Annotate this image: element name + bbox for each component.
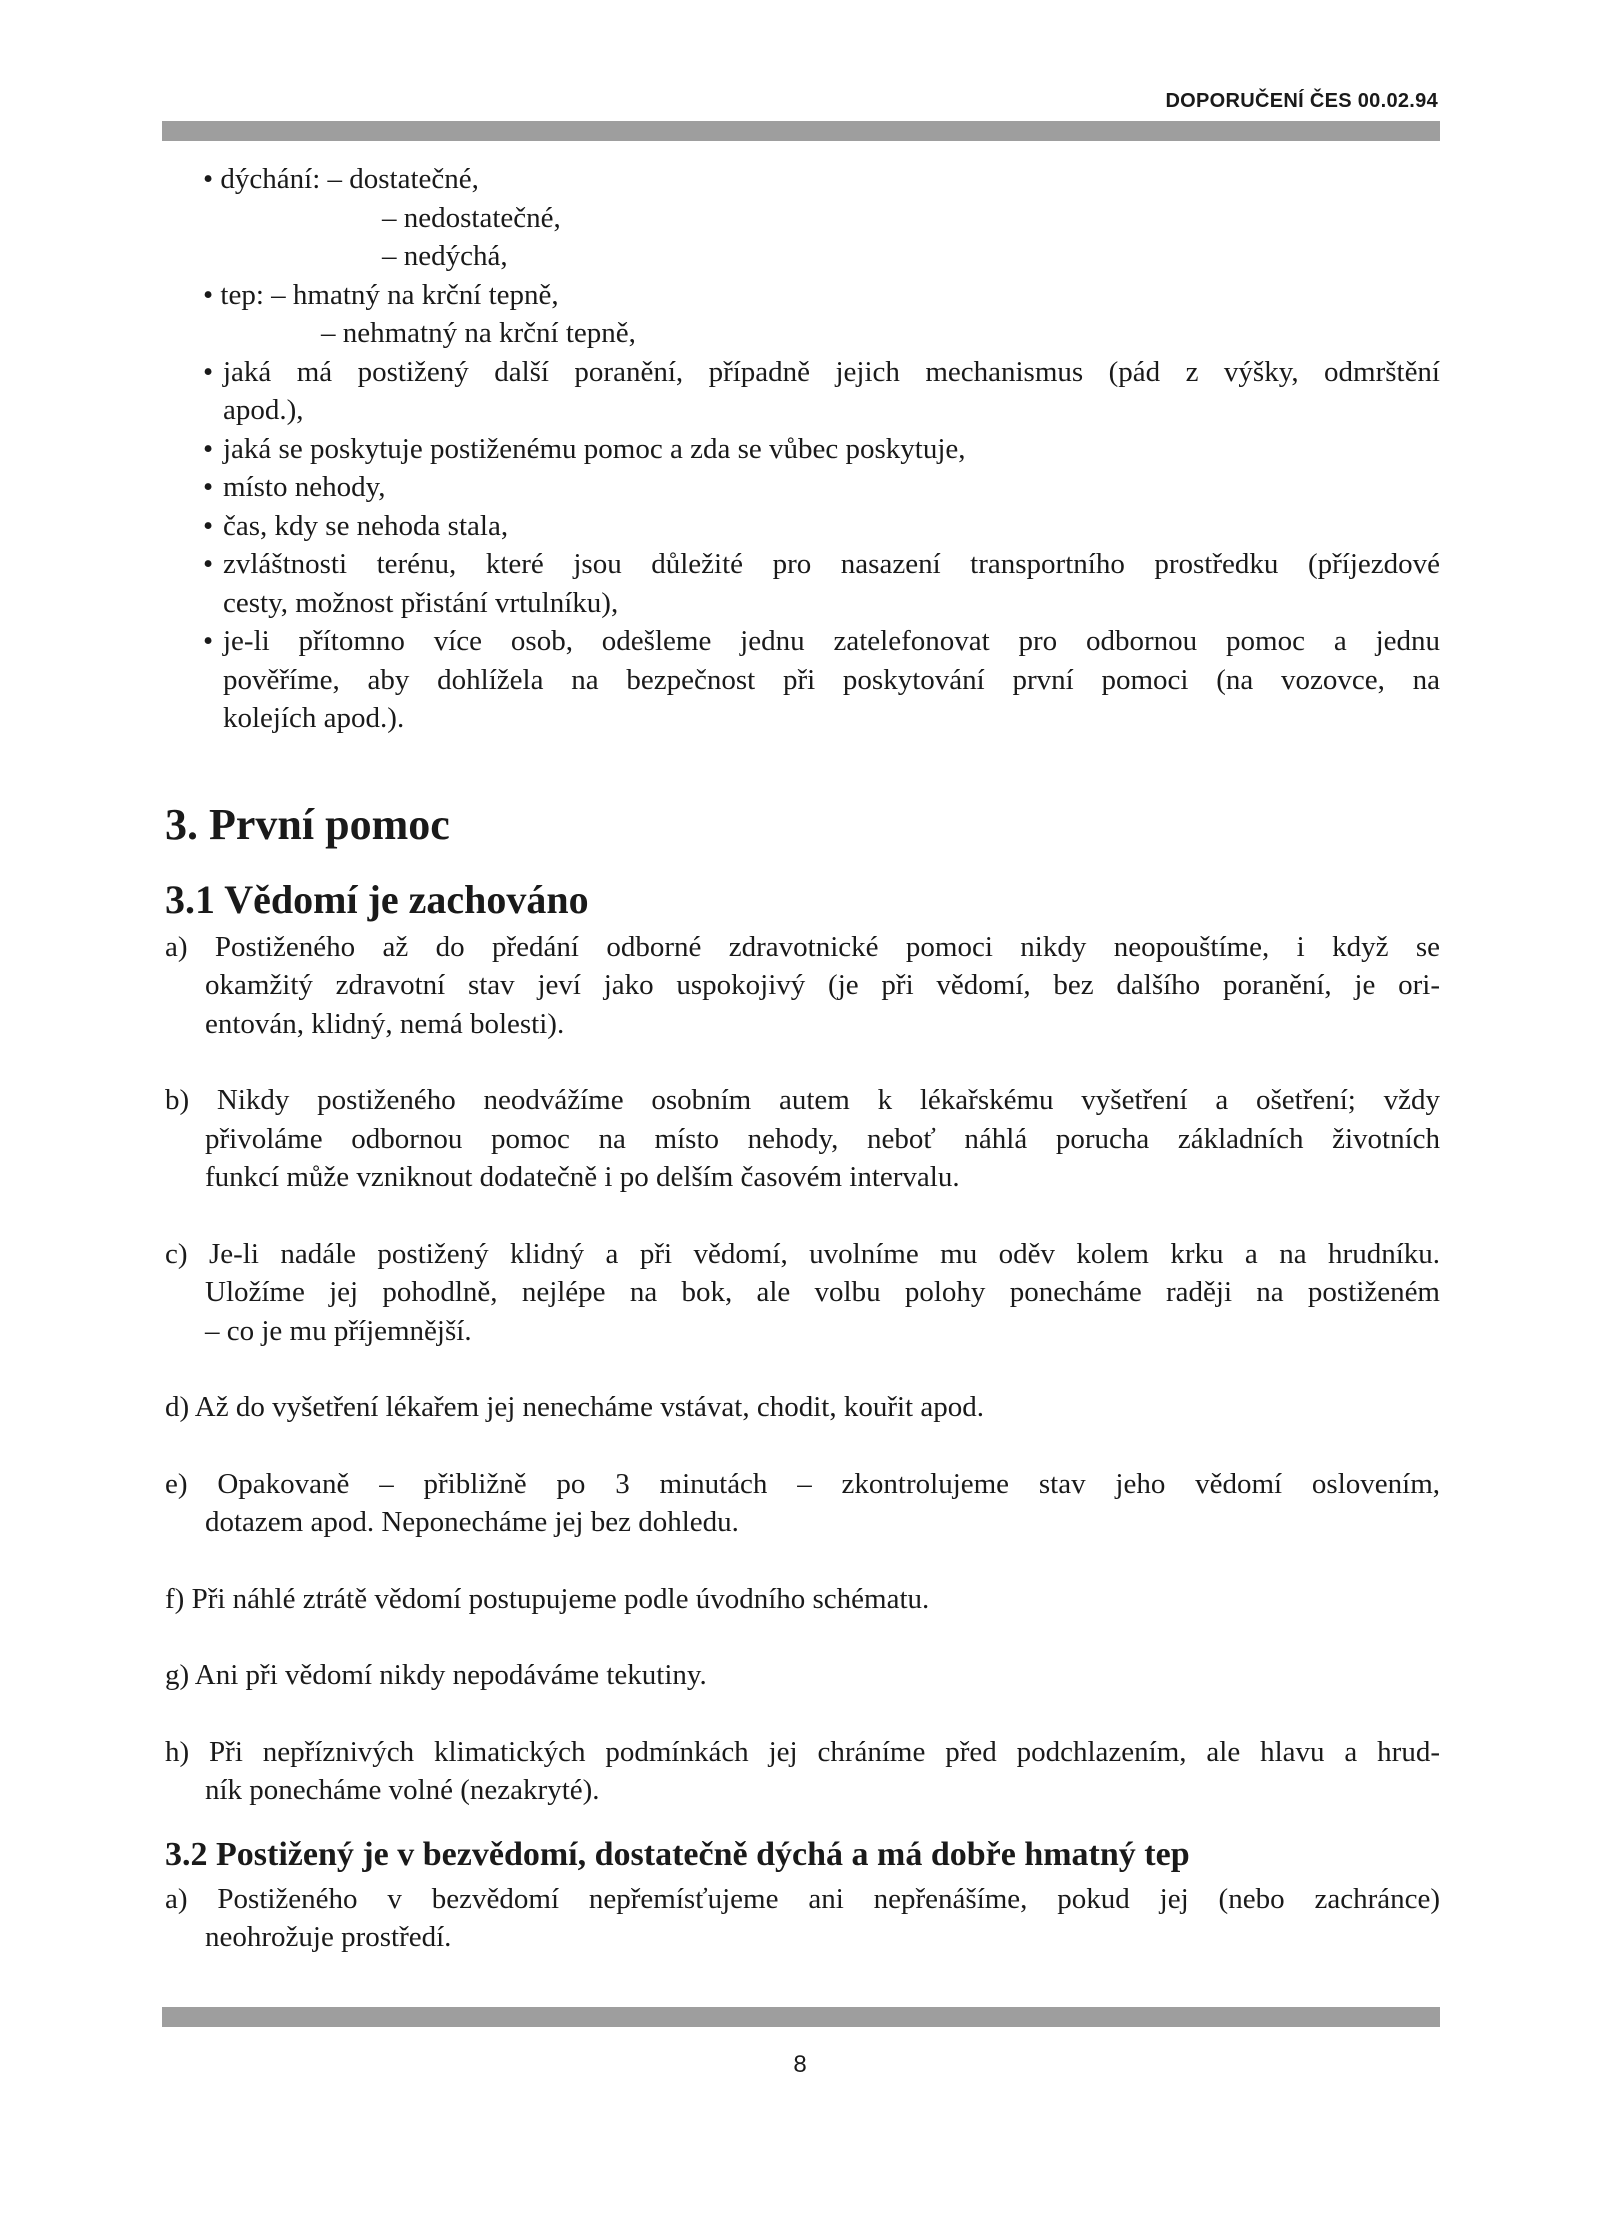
text-line: jaká se poskytuje postiženému pomoc a zda se vůbec poskytuje, (223, 432, 966, 465)
text-line: h) Při nepříznivých klimatických podmínkách jej chráníme před podchlazením, ale hlavu a hrud- (165, 1735, 1440, 1768)
bullet-mark: • (203, 355, 214, 388)
bullet-mark: • (203, 509, 214, 542)
paragraph-a (165, 1880, 1440, 1957)
text-line: – nedostatečné, (382, 201, 561, 234)
text-line: a) Postiženého až do předání odborné zdravotnické pomoci nikdy neopouštíme, i když se (165, 930, 1440, 963)
subsection-title: 3.2 Postižený je v bezvědomí, dostatečně dýchá a má dobře hmatný tep (165, 1835, 1190, 1873)
text-line: ník ponecháme volné (nezakryté). (205, 1774, 600, 1806)
text-line: – nedýchá, (382, 240, 508, 272)
text-line: b) Nikdy postiženého neodvážíme osobním autem k lékařskému vyšetření a ošetření; vždy (165, 1084, 1440, 1116)
bullet-item (165, 622, 1440, 738)
text-line: čas, kdy se nehoda stala, (223, 509, 509, 542)
text-line: neohrožuje prostředí. (205, 1921, 452, 1953)
page-content (165, 160, 1440, 1957)
text-line: a) Postiženého v bezvědomí nepřemísťujeme ani nepřenášíme, pokud jej (nebo zachránce) (165, 1882, 1440, 1915)
text-line: e) Opakovaně – přibližně po 3 minutách – zkontrolujeme stav jeho vědomí oslovením, (165, 1467, 1440, 1500)
bullet-pulse (165, 276, 1440, 353)
paragraph-e (165, 1465, 1440, 1542)
paragraph-c (165, 1235, 1440, 1351)
text-line: f) Při náhlé ztrátě vědomí postupujeme podle úvodního schématu. (165, 1582, 930, 1615)
paragraph-d (165, 1388, 1440, 1427)
bullet-item (165, 430, 1440, 469)
text-line: kolejích apod.). (223, 702, 405, 734)
bullet-item (165, 545, 1440, 622)
text-line: Uložíme jej pohodlně, nejlépe na bok, ale volbu polohy ponecháme raději na postiženém (205, 1276, 1440, 1308)
text-line: je-li přítomno více osob, odešleme jednu zatelefonovat pro odbornou pomoc a jednu (223, 625, 1440, 657)
text-line: – co je mu příjemnější. (205, 1314, 472, 1347)
text-line: g) Ani při vědomí nikdy nepodáváme tekutiny. (165, 1659, 707, 1691)
text-line: – nehmatný na krční tepně, (321, 317, 636, 349)
text-line: zvláštnosti terénu, které jsou důležité pro nasazení transportního prostředku (příjezdové (223, 548, 1440, 580)
text-line: funkcí může vzniknout dodatečně i po delším časovém intervalu. (205, 1161, 960, 1193)
footer-rule (162, 2007, 1440, 2027)
header-rule (162, 121, 1440, 141)
text-line: dotazem apod. Neponecháme jej bez dohledu. (205, 1506, 739, 1538)
text-line: apod.), (223, 394, 304, 426)
bullet-item (165, 507, 1440, 546)
bullet-mark: • (203, 432, 214, 465)
subsection-title: 3.1 Vědomí je zachováno (165, 876, 589, 922)
text-line: c) Je-li nadále postižený klidný a při vědomí, uvolníme mu oděv kolem krku a na hrudníku. (165, 1237, 1440, 1270)
page-number: 8 (793, 2051, 807, 2078)
bullet-mark: • (203, 625, 214, 657)
text-line: • dýchání: – dostatečné, (203, 163, 479, 195)
text-line: pověříme, aby dohlížela na bezpečnost při poskytování první pomoci (na vozovce, na (223, 663, 1440, 696)
text-line: okamžitý zdravotní stav jeví jako uspokojivý (je při vědomí, bez dalšího poranění, je ori- (205, 969, 1440, 1001)
section-title: 3. První pomoc (165, 799, 450, 849)
paragraph-b (165, 1081, 1440, 1197)
text-line: cesty, možnost přistání vrtulníku), (223, 586, 619, 619)
paragraph-a (165, 928, 1440, 1044)
paragraph-g (165, 1656, 1440, 1695)
bullet-item (165, 468, 1440, 507)
text-line: přivoláme odbornou pomoc na místo nehody, neboť náhlá porucha základních životních (205, 1122, 1440, 1155)
text-line: entován, klidný, nemá bolesti). (205, 1007, 565, 1040)
bullet-item (165, 353, 1440, 430)
text-line: jaká má postižený další poranění, případně jejich mechanismus (pád z výšky, odmrštění (223, 355, 1440, 388)
text-line: d) Až do vyšetření lékařem jej nenecháme vstávat, chodit, kouřit apod. (165, 1391, 984, 1423)
paragraph-f (165, 1580, 1440, 1619)
document-code: DOPORUČENÍ ČES 00.02.94 (1165, 90, 1438, 112)
text-line: místo nehody, (223, 471, 386, 503)
bullet-breathing (165, 160, 1440, 276)
bullet-mark: • (203, 471, 214, 503)
text-line: • tep: – hmatný na krční tepně, (203, 278, 559, 311)
bullet-mark: • (203, 548, 214, 580)
paragraph-h (165, 1733, 1440, 1810)
